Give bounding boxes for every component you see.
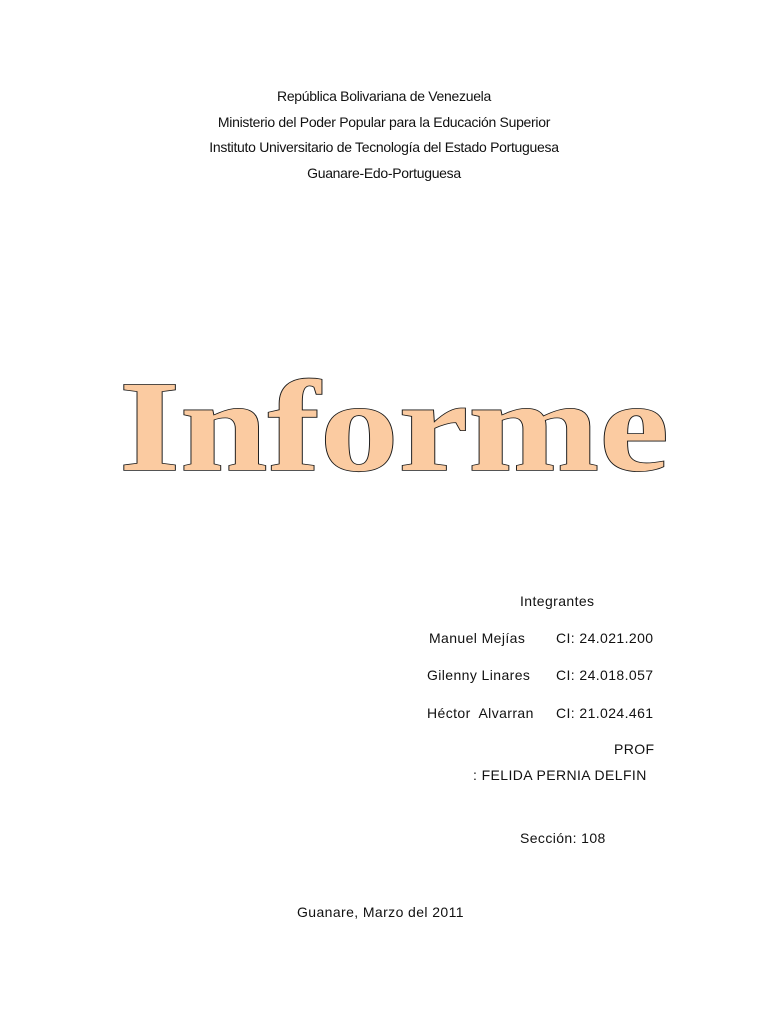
- team-member-row: [0, 630, 768, 650]
- member-name: Héctor Alvarran: [427, 705, 534, 721]
- member-ci: CI: 21.024.461: [556, 705, 654, 721]
- professor-label: PROF: [614, 741, 655, 757]
- member-ci: CI: 24.021.200: [556, 630, 654, 646]
- professor-name: : FELIDA PERNIA DELFIN: [473, 767, 647, 783]
- document-title-svg: [0, 358, 768, 498]
- member-name: Manuel Mejías: [429, 630, 526, 646]
- team-member-row: [0, 667, 768, 687]
- section-number: Sección: 108: [520, 830, 606, 846]
- header-line-country: República Bolivariana de Venezuela: [277, 88, 491, 104]
- document-title-text: Informe: [119, 358, 669, 498]
- member-name: Gilenny Linares: [427, 667, 531, 683]
- institution-header: [0, 84, 768, 186]
- team-heading: Integrantes: [520, 593, 595, 609]
- header-line-location: Guanare-Edo-Portuguesa: [307, 164, 461, 181]
- member-ci: CI: 24.018.057: [556, 667, 654, 683]
- place-date-footer: Guanare, Marzo del 2011: [297, 904, 464, 920]
- team-member-row: [0, 705, 768, 725]
- header-line-ministry: Ministerio del Poder Popular para la Educación Superior: [217, 113, 551, 130]
- header-line-institute: Instituto Universitario de Tecnología del Estado Portuguesa: [209, 139, 559, 155]
- document-title: [0, 358, 768, 498]
